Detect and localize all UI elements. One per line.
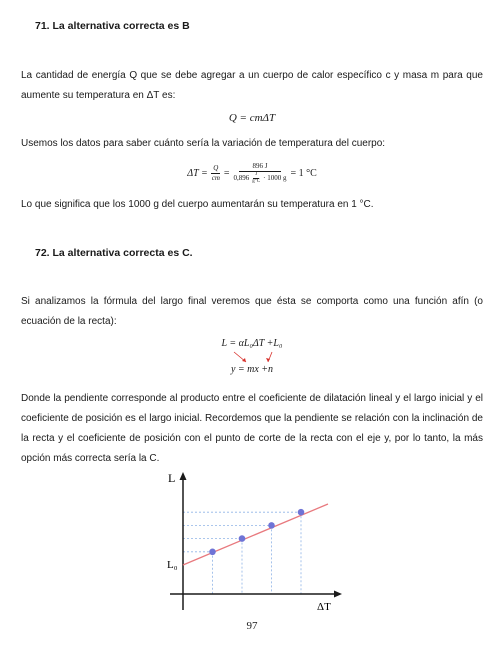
trend-line <box>183 504 328 565</box>
calc-fraction-1-den: cm <box>211 173 220 182</box>
q72-formula-block <box>0 334 504 379</box>
calc-fraction-2-num: 896 J <box>239 162 282 172</box>
q71-calculation <box>0 160 504 186</box>
calc-den-mass: · 1000 g <box>263 173 287 182</box>
q71-paragraph-3: Lo que significa que los 1000 g del cuerpo aumentarán su temperatura en 1 °C. <box>21 199 374 210</box>
arrow-slope-head <box>242 358 246 362</box>
y-axis-label: L <box>168 471 176 485</box>
data-point-4 <box>298 509 305 516</box>
calc-den-coefficient: 0,896 <box>233 173 250 182</box>
q71-heading: 71. La alternativa correcta es B <box>35 20 190 32</box>
calc-fraction-2-den <box>232 172 289 185</box>
x-axis-label: ΔT <box>317 601 331 613</box>
graph-guides <box>183 512 301 594</box>
data-point-2 <box>239 535 246 542</box>
q72-paragraph-1: Si analizamos la fórmula del largo final veremos que ésta se comporta como una función afín (o ecuación de la recta): <box>21 296 483 327</box>
q72-formula-bottom: y = mx +n <box>230 364 274 375</box>
q72-formula-top: L = αL₀ΔT +L₀ <box>221 338 283 349</box>
calc-lhs: ΔT = <box>187 167 208 179</box>
data-point-1 <box>209 549 216 556</box>
q71-paragraph-2: Usemos los datos para saber cuánto sería la variación de temperatura del cuerpo: <box>21 138 386 149</box>
linear-graph <box>160 468 350 616</box>
q71-formula: Q = cmΔT <box>228 112 276 124</box>
calc-equals: = <box>223 167 230 179</box>
q71-paragraph-1: La cantidad de energía Q que se debe agregar a un cuerpo de calor específico c y masa m para que aumente su temperatura en ΔT es: <box>21 70 483 101</box>
calc-fraction-1 <box>210 164 222 183</box>
x-axis-arrow <box>334 591 342 598</box>
page-number: 97 <box>246 620 258 632</box>
calc-den-unit-den: g°C <box>252 178 261 184</box>
q72-heading: 72. La alternativa correcta es C. <box>35 247 193 259</box>
data-point-3 <box>268 522 275 529</box>
calc-result: = 1 °C <box>290 167 317 179</box>
y-axis-arrow <box>180 472 187 480</box>
q72-paragraph-2: Donde la pendiente corresponde al producto entre el coeficiente de dilatación lineal y el largo inicial y el coeficiente de posición es el largo inicial. Recordemos que la pendiente se relación con la inclinación de la recta y el coeficiente de posición con el punto de corte de la recta con el eje y, por lo tanto, la más opción más correcta sería la C. <box>21 393 483 464</box>
intercept-label: L₀ <box>167 559 178 571</box>
calc-den-unit <box>250 172 262 185</box>
calc-fraction-1-num: Q <box>213 163 219 172</box>
calc-fraction-2 <box>232 162 289 185</box>
calc-den-unit-num: J <box>255 171 258 177</box>
